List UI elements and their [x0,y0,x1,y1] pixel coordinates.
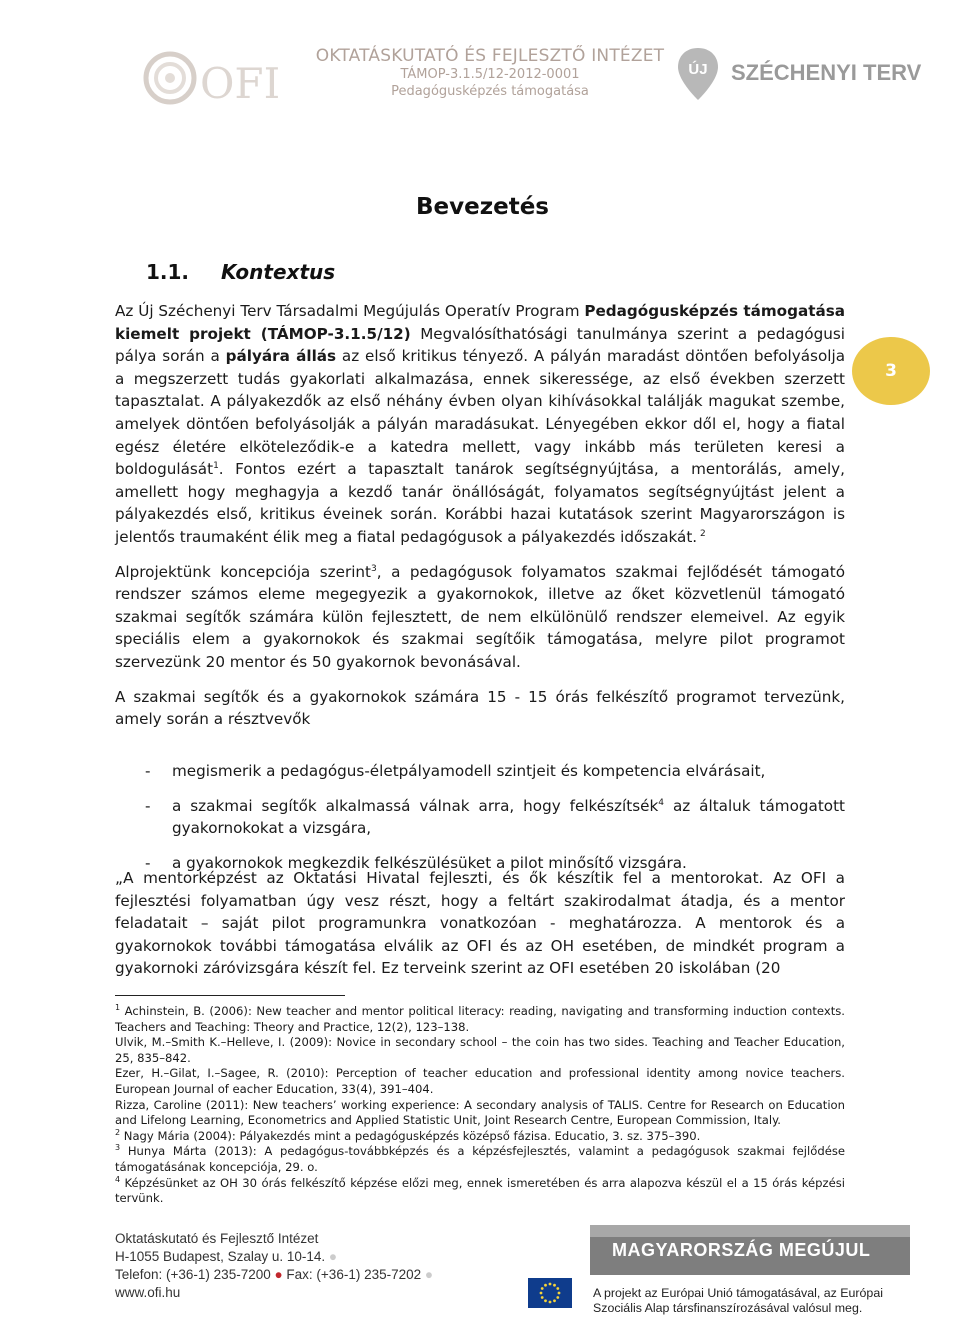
footnote-text: Rizza, Caroline (2011): New teachers’ working experience: A secondary analysis of TALIS. Centre for Research on Education and Lifelong Learning, Econometrics and Applied Statistic Unit, Joint Research Centre, European Commission, Italy. [115,1097,845,1128]
paragraph-3: A szakmai segítők és a gyakornokok számára 15 - 15 órás felkészítő programot tervezünk, amely során a résztvevők [115,687,845,729]
footnote [115,1004,845,1035]
footer-web[interactable]: www.ofi.hu [115,1285,181,1300]
footnote-text: Achinstein, B. (2006): New teacher and mentor political literacy: reading, navigating and transforming induction contexts. Teachers and Teaching: Theory and Practice, 12(2), 123–138. [115,1004,845,1034]
eu-note-line-1: A projekt az Európai Unió támogatásával, az Európai [593,1286,883,1300]
page-number: 3 [885,361,897,381]
footnote-number: 3 [115,1143,121,1153]
bullet-dash: - [145,853,151,872]
footnote-text: Képzésünket az OH 30 órás felkészítő képzése előzi meg, ennek ismeretében és arra alapozva készül el a 15 órás képzési tervünk. [115,1175,845,1206]
footnote-text: Hunya Márta (2013): A pedagógus-továbbképzés és a képzésfejlesztés, valamint a pedagógusok szakmai fejlődése támogatásának koncepciója, 29. o. [115,1144,845,1174]
footnote-ref-3[interactable]: 3 [371,563,377,574]
project-code: TÁMOP-3.1.5/12-2012-0001 [400,67,580,82]
footnote-separator [115,995,345,996]
p1-text-3: az első kritikus tényező. A pályán maradást döntően befolyásolja a megszerzett tudás gyakorlati alkalmazása, ennek sikeressége, az első években szerzett tapasztalat. A pályakezdők az első néhány évben olyan kihívásokkal találják magukat szembe, amelyek döntően befolyásolják a pályán maradásukat. Lényegében ekkor dől el, hogy a fiatal egész életére elköteleződik-e a katedra mellett, vagy inkább más területen keresi a boldogulását [115,347,845,479]
paragraph-1 [115,300,845,549]
paragraph-2 [115,561,845,674]
eu-note-line-2: Szociális Alap társfinanszírozásával valósul meg. [593,1301,863,1315]
bullet-dot-icon: ● [274,1267,283,1282]
eu-flag-icon [528,1278,572,1308]
bullet-dash: - [145,762,151,780]
project-title: Pedagógusképzés támogatása [391,84,589,99]
eu-funding-note [593,1286,883,1316]
footer-phone-line [115,1266,433,1284]
p1-text-1: Az Új Széchenyi Terv Társadalmi Megújulás Operatív Program [115,302,585,320]
footer-org: Oktatáskutató és Fejlesztő Intézet [115,1231,319,1246]
footnote-text: Nagy Mária (2004): Pályakezdés mint a pedagógusképzés középső fázisa. Educatio, 3. sz. 375–390. [120,1128,701,1143]
footer-contact [115,1230,433,1302]
bullet-text-cont: az általuk támogatott gyakornokokat a vizsgára, [172,796,845,838]
bullet-text: a gyakornokok megkezdik felkészülésüket a pilot minősítő vizsgára. [172,853,687,872]
footer-phone: Telefon: (+36-1) 235-7200 [115,1267,271,1282]
ofi-logo [142,42,281,114]
section-heading [146,260,335,284]
footnote [115,1129,845,1145]
list-item [145,795,845,840]
svg-text:SZÉCHENYI TERV: SZÉCHENYI TERV [731,60,922,85]
footer-address: H-1055 Budapest, Szalay u. 10-14. [115,1249,326,1264]
footer-fax: Fax: (+36-1) 235-7202 [286,1267,422,1282]
footnote-number: 1 [115,1003,121,1013]
footnote [115,1035,845,1066]
banner-label: MAGYARORSZÁG MEGÚJUL [612,1240,871,1260]
bullet-text: megismerik a pedagógus-életpályamodell szintjeit és kompetencia elvárásait, [172,762,766,780]
p2-text-2: , a pedagógusok folyamatos szakmai fejlődését támogató rendszer számos eleme megegyezik a gyakornokok, illetve az őket közvetlenül támogató szakmai segítők számára külön fejlesztett, de nem elkülönülő rendszer elemeivel. Az egyik speciális elem a gyakornokok és szakmai segítőik támogatása, melyre pilot programot szervezünk 20 mentor és 50 gyakornok bevonásával. [115,562,845,671]
ofi-logo-text: OFI [200,59,281,108]
p1-bold-1: Pedagógusképzés támogatása kiemelt projekt (TÁMOP-3.1.5/12) [115,302,846,343]
footer-address-line [115,1248,433,1266]
footnote-ref-1[interactable]: 1 [213,461,219,472]
footnote [115,1176,845,1207]
bullet-dash: - [145,796,151,815]
footnote-number: 4 [115,1174,121,1184]
footnotes [115,1004,845,1207]
section-title: Kontextus [221,260,336,284]
magyarorszag-megujul-banner [590,1225,910,1275]
footnote-text: Ulvik, M.–Smith K.–Helleve, I. (2009): Novice in secondary school – the coin has two sides. Teaching and Teacher Education, 25, 835–842. [115,1035,845,1065]
org-name: OKTATÁSKUTATÓ ÉS FEJLESZTŐ INTÉZET [315,46,665,66]
bullet-text: a szakmai segítők alkalmassá válnak arra, hogy felkészítsék [172,796,659,815]
header-center [300,46,680,100]
p1-text-4: . Fontos ezért a tapasztalt tanárok segítségnyújtása, a mentorálás, amely, amellett hogy meghagyja a kezdő tanár önállóságát, folyamatos segítségnyújtást jelent a pályakezdés első, kritikus éveinek során. Korábbi hazai kutatások szerint Magyarországon is jelentős traumaként élik meg a fiatal pedagógusok a pályakezdés időszakát. [115,460,845,546]
bullet-dot-icon: ● [328,1249,338,1264]
footnote [115,1098,845,1129]
footnote-ref-4[interactable]: 4 [658,797,664,808]
szechenyi-terv-logo [676,44,921,104]
list-item [145,760,845,783]
footnote [115,1066,845,1097]
p1-bold-2: pályára állás [225,347,337,366]
footnote-ref-2[interactable]: 2 [697,528,706,539]
footnote-number: 2 [115,1127,121,1137]
banner-band [590,1225,910,1237]
page-number-badge [852,337,930,405]
footnote-text: Ezer, H.–Gilat, I.–Sagee, R. (2010): Perception of teacher education and professional identity among novice teachers. European Journal of eacher Education, 33(4), 391–404. [115,1066,845,1096]
body-text-cont [115,867,845,992]
p2-text-1: Alprojektünk koncepciója szerint [115,562,372,581]
p1-text-2: Megvalósíthatósági tanulmánya szerint a pedagógusi pálya során a [115,324,845,366]
section-number: 1.1. [146,260,190,284]
body-text [115,300,845,743]
footnote [115,1144,845,1175]
page-title: Bevezetés [416,194,549,220]
bullet-dot-icon: ● [424,1267,434,1282]
paragraph-4: „A mentorképzést az Oktatási Hivatal fejleszti, és ők készítik fel a mentorokat. Az OFI a fejlesztési folyamatban úgy vesz részt, hogy a feltárt szakirodalmat átadja, és a mentor feladatait – saját pilot programunkra vonatkozóan - meghatározza. A mentorok és a gyakornokok további támogatása elválik az OFI és az OH esetében, de mindkét program a gyakornoki záróvizsgára készít fel. Ez terveink szerint az OFI esetében 20 iskolában (20 [115,869,845,978]
svg-text:ÚJ: ÚJ [688,61,708,78]
